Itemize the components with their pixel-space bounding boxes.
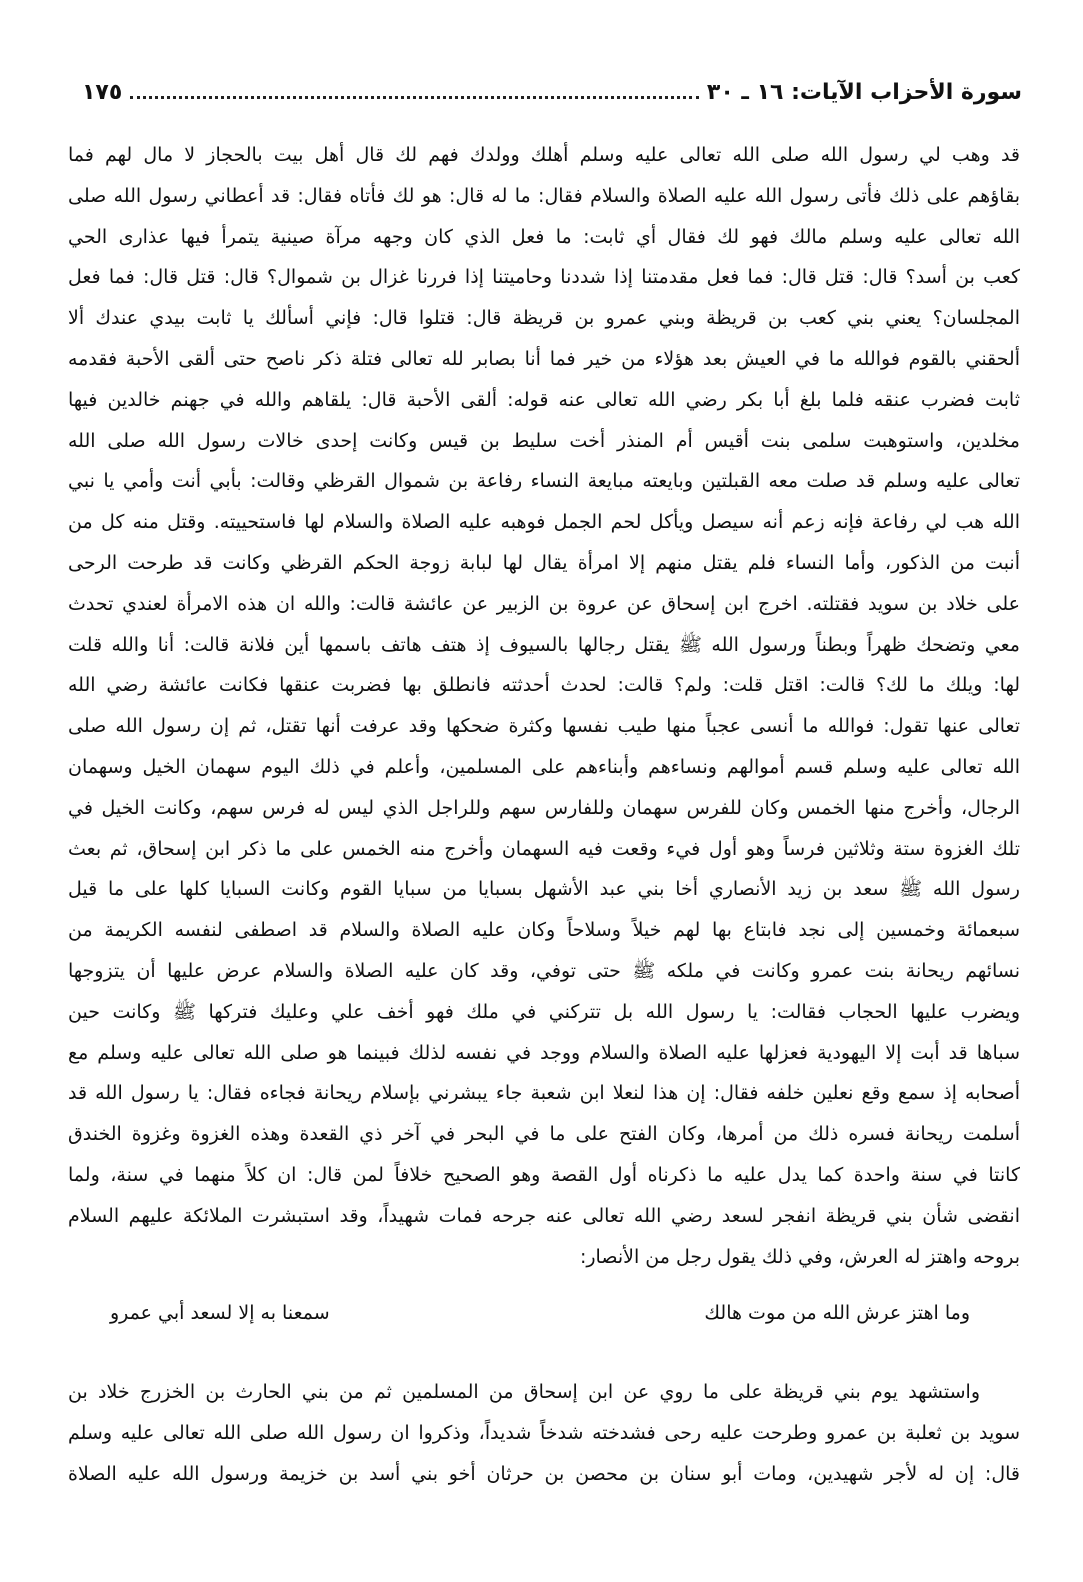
text-line: تلك الغزوة ستة وثلاثين فرساً وهو أول فيء وقعت فيه السهمان وأخرج منه الخمس على ما ذكر ابن إسحاق، ثم بعث bbox=[68, 837, 1020, 860]
text-line: مخلدين، واستوهبت سلمى بنت أقيس أم المنذر أخت سليط بن قيس وكانت إحدى خالات رسول الله صلى الله bbox=[68, 429, 1020, 452]
text-line: المجلسان؟ يعني بني كعب بن قريظة وبني عمرو بن قريظة قال: قتلوا قال: فإني أسألك يا ثابت بيدي عندك ألا bbox=[68, 307, 1020, 330]
text-line: قد وهب لي رسول الله صلى الله تعالى عليه وسلم أهلك وولدك فهم لك قال أهل بيت بالحجاز لا مال لهم فما bbox=[68, 144, 1020, 166]
text-line: ألحقني بالقوم فوالله ما في العيش بعد هؤلاء من خير فما أنا بصابر لله تعالى فتلة ذكر ناصح حتى ألقى الأحبة فقدمه bbox=[68, 347, 1020, 370]
text-line: لها: ويلك ما لك؟ قالت: اقتل قلت: ولم؟ قالت: لحدث أحدثته فانطلق بها فضربت عنقها فكانت عائشة رضي الله bbox=[68, 674, 1020, 697]
poem-first-hemistich: وما اهتز عرش الله من موت هالك bbox=[704, 1302, 970, 1324]
text-line: نسائهم ريحانة بنت عمرو وكانت في ملكه ﷺ حتى توفي، وقد كان عليه الصلاة والسلام عرض عليها أن يتزوجها bbox=[68, 959, 1020, 982]
text-line: ويضرب عليها الحجاب فقالت: يا رسول الله بل تتركني في ملك فهو أخف علي وعليك فتركها ﷺ وكانت حين bbox=[68, 1000, 1020, 1023]
poem-second-hemistich: سمعنا به إلا لسعد أبي عمرو bbox=[110, 1302, 330, 1324]
text-line: واستشهد يوم بني قريظة على ما روي عن ابن إسحاق من المسلمين ثم من بني الحارث بن الخزرج خلاد بن bbox=[68, 1381, 980, 1403]
text-line: الله تعالى عليه وسلم مالك فهو لك فقال أي ثابت: ما فعل الذي كان وجهه مرآة صينية يتمرأ فيها عذارى الحي bbox=[68, 225, 1020, 248]
second-paragraph bbox=[68, 1372, 1020, 1494]
text-line: سبعمائة وخمسين إلى نجد فابتاع بها لهم خيلاً وسلاحاً وكان عليه الصلاة والسلام قد اصطفى لنفسه الكريمة من bbox=[68, 919, 1020, 942]
text-line: قال: إن له لأجر شهيدين، ومات أبو سنان بن محصن بن حرثان أخو بني أسد بن خزيمة ورسول الله عليه الصلاة bbox=[68, 1462, 1020, 1485]
text-line: أصحابه إذ سمع وقع نعلين خلفه فقال: إن هذا لنعلا ابن شعبة جاء يبشرني بإسلام ريحانة فجاءه فقال: يا رسول الله قد bbox=[68, 1082, 1020, 1105]
text-line: كعب بن أسد؟ قال: قتل قال: فما فعل مقدمتنا إذا شددنا وحاميتنا إذا فررنا غزال بن شموال؟ قال: قتل قال: فما فعل bbox=[68, 266, 1020, 289]
text-line: كانتا في سنة واحدة كما يدل عليه ما ذكرناه أول القصة وهو الصحيح خلافاً لمن قال: ان كلاً منهما في سنة، ولما bbox=[68, 1163, 1020, 1186]
text-line: الرجال، وأخرج منها الخمس وكان للفرس سهمان وللفارس سهم وللراجل الذي ليس له فرس سهم، وكانت الخيل في bbox=[68, 796, 1020, 819]
text-line: تعالى عليه وسلم قد صلت معه القبلتين وبايعته مبايعة النساء رفاعة بن شموال القرظي وقالت: بأبي أنت وأمي يا نبي bbox=[68, 470, 1020, 493]
text-line: انقضى شأن بني قريظة انفجر لسعد رضي الله تعالى عنه جرحه فمات شهيداً، وقد استبشرت الملائكة عليهم السلام bbox=[68, 1204, 1020, 1227]
text-line: أنبت من الذكور، وأما النساء فلم يقتل منهم إلا امرأة يقال لها لبابة زوجة الحكم القرظي وكانت قد طرحت الرحى bbox=[68, 551, 1020, 574]
text-line: ثابت فضرب عنقه فلما بلغ أبا بكر رضي الله تعالى عنه قوله: ألقى الأحبة قال: يلقاهم والله في جهنم خالدين فيها bbox=[68, 388, 1020, 411]
text-line: سباها قد أبت إلا اليهودية فعزلها عليه الصلاة والسلام ووجد في نفسه لذلك فبينما هو صلى الله تعالى عليه وسلم مع bbox=[68, 1041, 1020, 1064]
text-line: تعالى عنها تقول: فوالله ما أنسى عجباً منها طيب نفسها وكثرة ضحكها وقد عرفت أنها تقتل، ثم إن رسول الله صلى bbox=[68, 715, 1020, 738]
text-line: بروحه واهتز له العرش، وفي ذلك يقول رجل من الأنصار: bbox=[579, 1245, 1020, 1268]
text-line: رسول الله ﷺ سعد بن زيد الأنصاري أخا بني عبد الأشهل بسبايا من سبايا القوم وكانت السبايا كلها على ما قيل bbox=[68, 878, 1020, 901]
header-title: سورة الأحزاب الآيات: ١٦ ـ ٣٠ bbox=[706, 79, 1022, 105]
running-header bbox=[82, 72, 1022, 112]
text-line: على خلاد بن سويد فقتلته. اخرج ابن إسحاق عن عروة بن الزبير عن عائشة قالت: والله ان هذه الامرأة لعندي تحدث bbox=[68, 592, 1020, 615]
main-paragraph bbox=[68, 135, 1020, 1277]
text-line: أسلمت ريحانة فسره ذلك من أمرها، وكان الفتح على ما في البحر في آخر ذي القعدة وهذه الغزوة وغزوة الخندق bbox=[68, 1123, 1020, 1146]
text-line: الله تعالى عليه وسلم قسم أموالهم ونساءهم وأبناءهم على المسلمين، وأعلم في ذلك اليوم سهمان الخيل وسهمان bbox=[68, 755, 1020, 778]
dotted-leader bbox=[130, 96, 699, 99]
text-line: معي وتضحك ظهراً وبطناً ورسول الله ﷺ يقتل رجالها بالسيوف إذ هتف هاتف باسمها أين فلانة قالت: أنا والله قلت bbox=[68, 633, 1020, 656]
page-number: ١٧٥ bbox=[82, 79, 123, 105]
text-line: الله هب لي رفاعة فإنه زعم أنه سيصل ويأكل لحم الجمل فوهبه عليه الصلاة والسلام لها فاستحييته. وقتل منه كل من bbox=[68, 511, 1020, 534]
poem-verse bbox=[110, 1302, 970, 1344]
text-line: بقاؤهم على ذلك فأتى رسول الله عليه الصلاة والسلام فقال: ما له قال: هو لك فأتاه فقال: قد أعطاني رسول الله صلى bbox=[68, 184, 1020, 207]
text-line: سويد بن ثعلبة بن عمرو وطرحت عليه رحى فشدخته شدخاً شديداً، وذكروا ان رسول الله صلى الله تعالى عليه وسلم bbox=[68, 1421, 1020, 1444]
